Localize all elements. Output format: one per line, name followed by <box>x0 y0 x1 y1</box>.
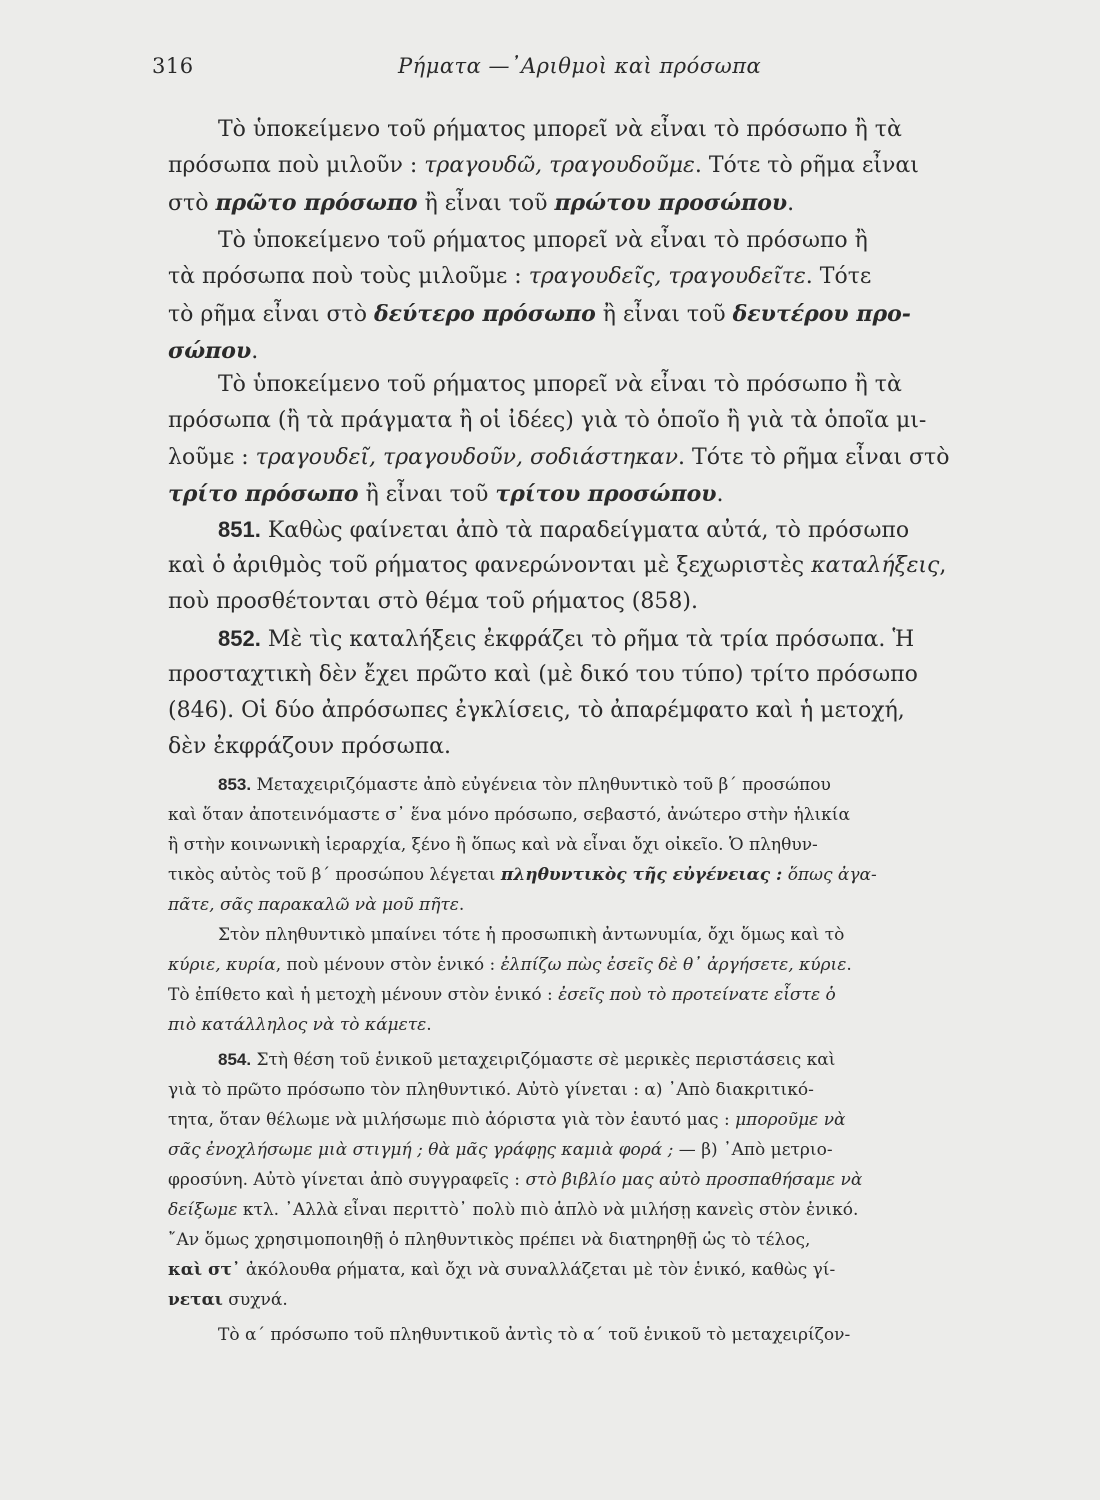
text-line: πρόσωπα (ἢ τὰ πράγματα ἢ οἱ ἰδέες) γιὰ τὸ ὁποῖο ἢ γιὰ τὰ ὁποῖα μι- <box>168 408 927 433</box>
term-text: τρίτου προσώπου <box>495 481 717 507</box>
text-line: προσταχτικὴ δὲν ἔχει πρῶτο καὶ (μὲ δικό του τύπο) τρίτο πρόσωπο <box>168 662 918 687</box>
example-text: ἐλπίζω πὼς ἐσεῖς δὲ θ᾽ ἀργήσετε, κύριε <box>500 955 847 975</box>
example-text: πιὸ κατάλληλος νὰ τὸ κάμετε <box>168 1015 427 1035</box>
text-line: ποὺ προσθέτονται στὸ θέμα τοῦ ρήματος (858). <box>168 589 698 614</box>
text-line: γιὰ τὸ πρῶτο πρόσωπο τὸν πληθυντικό. Αὐτὸ γίνεται : α) ᾽Απὸ διακριτικό- <box>168 1080 814 1100</box>
text-line: τὸ ρῆμα εἶναι στὸ δεύτερο πρόσωπο ἢ εἶναι τοῦ δευτέρου προ- <box>168 301 911 327</box>
text-line: 854. Στὴ θέση τοῦ ἑνικοῦ μεταχειριζόμαστε σὲ μερικὲς περιστάσεις καὶ <box>218 1050 836 1070</box>
example-text: μποροῦμε νὰ <box>735 1110 846 1130</box>
text-line: Τὸ ὑποκείμενο τοῦ ρήματος μπορεῖ νὰ εἶναι τὸ πρόσωπο ἢ τὰ <box>218 117 902 142</box>
term-text: τρίτο πρόσωπο <box>168 481 359 507</box>
text-line: δὲν ἐκφράζουν πρόσωπα. <box>168 734 451 759</box>
text-line: τητα, ὅταν θέλωμε νὰ μιλήσωμε πιὸ ἀόριστα γιὰ τὸν ἑαυτό μας : μποροῦμε νὰ <box>168 1110 846 1130</box>
example-text: κύριε, κυρία <box>168 955 276 975</box>
bold-text: νεται <box>168 1290 223 1310</box>
term-text: καταλήξεις <box>811 553 940 578</box>
text-line: φροσύνη. Αὐτὸ γίνεται ἀπὸ συγγραφεῖς : στὸ βιβλίο μας αὐτὸ προσπαθήσαμε νὰ <box>168 1170 863 1190</box>
text-line: πᾶτε, σᾶς παρακαλῶ νὰ μοῦ πῆτε. <box>168 895 465 915</box>
example-text: ὅπως ἀγα- <box>787 865 877 885</box>
section-number: 851. <box>218 517 261 542</box>
term-text: πρῶτο πρόσωπο <box>215 190 418 216</box>
term-text: δευτέρου προ- <box>732 301 911 327</box>
section-number: 854. <box>218 1050 252 1069</box>
example-text: στὸ βιβλίο μας αὐτὸ προσπαθήσαμε νὰ <box>525 1170 863 1190</box>
text-line: τὰ πρόσωπα ποὺ τοὺς μιλοῦμε : τραγουδεῖς, τραγουδεῖτε. Τότε <box>168 264 872 289</box>
text-line: Τὸ α΄ πρόσωπο τοῦ πληθυντικοῦ ἀντὶς τὸ α΄ τοῦ ἑνικοῦ τὸ μεταχειρίζον- <box>218 1325 851 1345</box>
section-number: 852. <box>218 626 261 651</box>
bold-text: καὶ στ᾽ <box>168 1260 241 1280</box>
text-line: τρίτο πρόσωπο ἢ εἶναι τοῦ τρίτου προσώπου. <box>168 481 724 507</box>
text-line: στὸ πρῶτο πρόσωπο ἢ εἶναι τοῦ πρώτου προσώπου. <box>168 190 795 216</box>
running-header <box>0 48 1100 88</box>
text-line: τικὸς αὐτὸς τοῦ β΄ προσώπου λέγεται πληθυντικὸς τῆς εὐγένειας : ὅπως ἀγα- <box>168 865 877 885</box>
text-line: Τὸ ὑποκείμενο τοῦ ρήματος μπορεῖ νὰ εἶναι τὸ πρόσωπο ἢ τὰ <box>218 372 902 397</box>
example-text: πᾶτε, σᾶς παρακαλῶ νὰ μοῦ πῆτε <box>168 895 459 915</box>
text-line: καὶ ὁ ἀριθμὸς τοῦ ρήματος φανερώνονται μὲ ξεχωριστὲς καταλήξεις, <box>168 553 947 578</box>
text-line: πιὸ κατάλληλος νὰ τὸ κάμετε. <box>168 1015 432 1035</box>
text-line: νεται συχνά. <box>168 1290 288 1310</box>
text-line: Στὸν πληθυντικὸ μπαίνει τότε ἡ προσωπικὴ ἀντωνυμία, ὄχι ὅμως καὶ τὸ <box>218 925 845 945</box>
text-line: ἢ στὴν κοινωνικὴ ἱεραρχία, ξένο ἢ ὅπως καὶ νὰ εἶναι ὄχι οἰκεῖο. Ὁ πληθυν- <box>168 835 818 855</box>
text-line: δείξωμε κτλ. ᾽Αλλὰ εἶναι περιττὸ᾽ πολὺ πιὸ ἁπλὸ νὰ μιλήσῃ κανεὶς στὸν ἑνικό. <box>168 1200 859 1220</box>
term-text: πληθυντικὸς τῆς εὐγένειας : <box>500 865 783 885</box>
text-line: 851. Καθὼς φαίνεται ἀπὸ τὰ παραδείγματα αὐτά, τὸ πρόσωπο <box>218 517 910 543</box>
page-number: 316 <box>152 54 194 78</box>
term-text: δεύτερο πρόσωπο <box>373 301 596 327</box>
text-line: Τὸ ἐπίθετο καὶ ἡ μετοχὴ μένουν στὸν ἑνικό : ἐσεῖς ποὺ τὸ προτείνατε εἶστε ὁ <box>168 985 836 1005</box>
text-line: σᾶς ἐνοχλήσωμε μιὰ στιγμή ; θὰ μᾶς γράφῃς καμιὰ φορά ; — β) ᾽Απὸ μετριο- <box>168 1140 833 1160</box>
text-line: 853. Μεταχειριζόμαστε ἀπὸ εὐγένεια τὸν πληθυντικὸ τοῦ β΄ προσώπου <box>218 775 831 795</box>
example-text: δείξωμε <box>168 1200 238 1220</box>
example-text: τραγουδεῖς, τραγουδεῖτε <box>528 264 806 289</box>
text-line: κύριε, κυρία, ποὺ μένουν στὸν ἑνικό : ἐλπίζω πὼς ἐσεῖς δὲ θ᾽ ἀργήσετε, κύριε. <box>168 955 852 975</box>
term-text: σώπου <box>168 338 252 364</box>
text-line: 852. Μὲ τὶς καταλήξεις ἐκφράζει τὸ ρῆμα τὰ τρία πρόσωπα. Ἡ <box>218 626 915 652</box>
text-line: (846). Οἱ δύο ἀπρόσωπες ἐγκλίσεις, τὸ ἀπαρέμφατο καὶ ἡ μετοχή, <box>168 698 905 723</box>
example-text: τραγουδῶ, τραγουδοῦμε <box>424 153 695 178</box>
running-title: Ρήματα —᾽Αριθμοὶ καὶ πρόσωπα <box>398 54 762 78</box>
text-line: σώπου. <box>168 338 259 364</box>
term-text: πρώτου προσώπου <box>554 190 788 216</box>
text-line: Τὸ ὑποκείμενο τοῦ ρήματος μπορεῖ νὰ εἶναι τὸ πρόσωπο ἢ <box>218 228 868 253</box>
text-line: λοῦμε : τραγουδεῖ, τραγουδοῦν, σοδιάστηκαν. Τότε τὸ ρῆμα εἶναι στὸ <box>168 445 950 470</box>
text-line: πρόσωπα ποὺ μιλοῦν : τραγουδῶ, τραγουδοῦμε. Τότε τὸ ρῆμα εἶναι <box>168 153 919 178</box>
text-line: καὶ στ᾽ ἀκόλουθα ρήματα, καὶ ὄχι νὰ συναλλάζεται μὲ τὸν ἑνικό, καθὼς γί- <box>168 1260 836 1280</box>
section-number: 853. <box>218 775 252 794</box>
text-line: καὶ ὅταν ἀποτεινόμαστε σ᾽ ἕνα μόνο πρόσωπο, σεβαστό, ἀνώτερο στὴν ἡλικία <box>168 805 850 825</box>
example-text: ἐσεῖς ποὺ τὸ προτείνατε εἶστε ὁ <box>558 985 836 1005</box>
text-line: ῎Αν ὅμως χρησιμοποιηθῇ ὁ πληθυντικὸς πρέπει νὰ διατηρηθῇ ὡς τὸ τέλος, <box>168 1230 811 1250</box>
example-text: σᾶς ἐνοχλήσωμε μιὰ στιγμή ; θὰ μᾶς γράφῃς καμιὰ φορά ; <box>168 1140 674 1160</box>
example-text: τραγουδεῖ, τραγουδοῦν, σοδιάστηκαν <box>255 445 679 470</box>
